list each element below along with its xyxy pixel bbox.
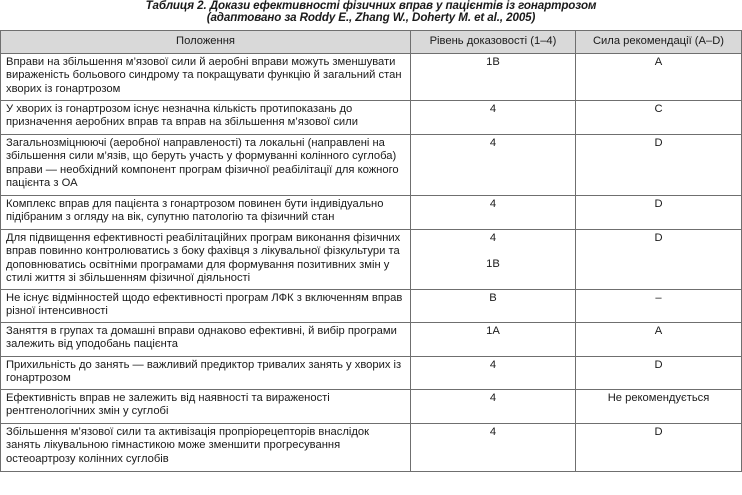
cell-position: У хворих із гонартрозом існує незначна кількість протипоказань до призначення аеробних вправ та вправ на збільшення м’язової сили [1,101,411,135]
evidence-level-value: 4 [489,359,497,371]
cell-recommendation: A [576,54,742,101]
table-header-row [1,31,742,54]
table-caption [0,0,742,27]
table-row [1,323,742,357]
cell-evidence-level [411,196,576,230]
cell-recommendation: C [576,101,742,135]
cell-recommendation: D [576,135,742,196]
header-position: Положення [1,31,411,54]
cell-recommendation: Не рекомендується [576,390,742,424]
table-row [1,290,742,323]
evidence-level-value: 4 [489,198,497,210]
cell-evidence-level [411,290,576,323]
cell-evidence-level [411,323,576,357]
cell-evidence-level [411,357,576,390]
cell-evidence-level [411,424,576,472]
cell-position: Не існує відмінностей щодо ефективності програм ЛФК з включенням вправ різної інтенсивності [1,290,411,323]
cell-recommendation: A [576,323,742,357]
cell-recommendation: D [576,196,742,230]
evidence-level-value: B [489,292,497,304]
cell-evidence-level [411,390,576,424]
cell-position: Ефективність вправ не залежить від наявності та вираженості рентгенологічних змін у суглобі [1,390,411,424]
cell-recommendation: D [576,230,742,290]
evidence-level-value: 4 [489,103,497,115]
cell-position: Заняття в групах та домашні вправи однаково ефективні, й вибір програми залежить від уподобань пацієнта [1,323,411,357]
table-row [1,390,742,424]
evidence-level-value: 1B [486,56,500,68]
cell-position: Для підвищення ефективності реабілітаційних програм виконання фізичних вправ повинно контролюватись з боку фахівця з лікувальної фізкультури та доповнюватись освітніми програмами для формування позитивних змін у стилі життя зі збільшенням фізичної діяльності [1,230,411,290]
evidence-level-value: 4 [489,137,497,149]
evidence-level-value: 4 [489,232,497,244]
cell-position: Прихильність до занять — важливий предиктор тривалих занять у хворих із гонартрозом [1,357,411,390]
table-row [1,196,742,230]
table-caption-source: (адаптовано за Roddy E., Zhang W., Doherty M. et al., 2005) [206,11,536,24]
table-row [1,101,742,135]
evidence-level-value: 4 [489,426,497,438]
table-row [1,230,742,290]
header-evidence-level: Рівень доказовості (1–4) [411,31,576,54]
header-recommendation-strength: Сила рекомендації (A–D) [576,31,742,54]
evidence-table [0,30,742,472]
evidence-level-value: 1A [486,325,500,337]
cell-evidence-level [411,135,576,196]
table-row [1,54,742,101]
evidence-level-value: 4 [489,392,497,404]
table-row [1,424,742,472]
cell-evidence-level [411,230,576,290]
table-row [1,135,742,196]
cell-evidence-level [411,54,576,101]
cell-position: Загальнозміцнюючі (аеробної направленості) та локальні (направлені на збільшення сили м’язів, що беруть участь у формуванні колінного суглоба) вправи — необхідний компонент програм фізичної реабілітації для кожного пацієнта з ОА [1,135,411,196]
cell-position: Збільшення м’язової сили та активізація пропріорецепторів внаслідок занять лікувальною гімнастикою може зменшити прогресування остеоартрозу колінних суглобів [1,424,411,472]
cell-recommendation: D [576,357,742,390]
table-row [1,357,742,390]
cell-recommendation: D [576,424,742,472]
table-caption-title: Таблиця 2. Докази ефективності фізичних вправ у пацієнтів із гонартрозом [145,0,597,12]
evidence-level-spacer [416,245,570,258]
cell-evidence-level [411,101,576,135]
cell-position: Вправи на збільшення м’язової сили й аеробні вправи можуть зменшувати вираженість больового синдрому та покращувати функцію й загальний стан хворих із гонартрозом [1,54,411,101]
evidence-level-value: 1B [486,258,500,271]
cell-recommendation: – [576,290,742,323]
cell-position: Комплекс вправ для пацієнта з гонартрозом повинен бути індивідуально підібраним з огляду на вік, супутню патологію та фізичний стан [1,196,411,230]
